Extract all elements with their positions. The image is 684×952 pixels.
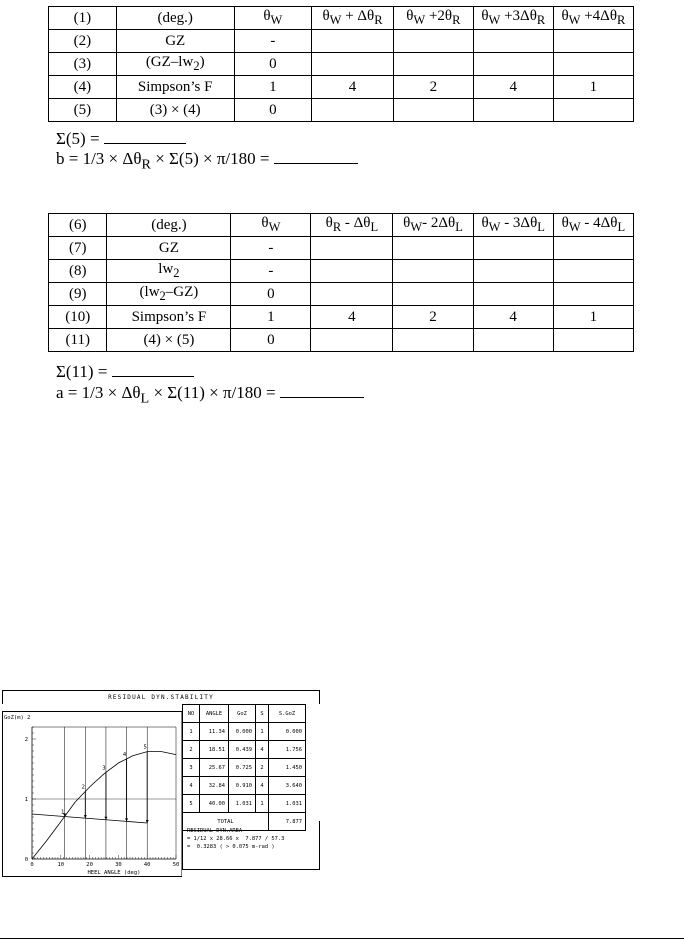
residual-area-note xyxy=(182,821,320,870)
table2-cell: 1 xyxy=(231,306,311,329)
table1-cell: Simpson’s F xyxy=(116,76,234,99)
stability-row xyxy=(183,723,306,741)
table1-cell: - xyxy=(234,30,312,53)
table2-cell: 4 xyxy=(311,306,393,329)
table2-cell: Simpson’s F xyxy=(107,306,231,329)
table2-cell: $\theta_W-$ $2\Delta\theta_L$ xyxy=(393,214,473,237)
x-tick-label: 30 xyxy=(115,862,122,868)
stability-row xyxy=(183,795,306,813)
table1-cell: 2 xyxy=(393,76,473,99)
stability-cell: 1.756 xyxy=(269,741,306,759)
stability-cell: 1.031 xyxy=(269,795,306,813)
stability-cell: 4 xyxy=(183,777,200,795)
stability-cell: 32.84 xyxy=(200,777,229,795)
table2-cell: (11) xyxy=(49,329,107,352)
stability-cell: 1 xyxy=(183,723,200,741)
stability-cell: 2 xyxy=(256,759,269,777)
table2-cell xyxy=(473,329,553,352)
stability-cell: 1 xyxy=(256,795,269,813)
stability-cell: 2 xyxy=(183,741,200,759)
stability-cell: S.GoZ xyxy=(269,705,306,723)
table2-cell: (10) xyxy=(49,306,107,329)
y-tick-label: 1 xyxy=(24,797,28,803)
table2-cell: 1 xyxy=(553,306,633,329)
heel-angle-plot xyxy=(2,704,182,884)
x-tick-label: 40 xyxy=(143,862,151,868)
stability-cell: 7.877 xyxy=(269,813,306,831)
stability-cell: 3 xyxy=(183,759,200,777)
point-label: 1 xyxy=(61,809,65,816)
table2-cell xyxy=(393,237,473,260)
y-tick-label: 2 xyxy=(24,737,28,743)
table1-cell: 0 xyxy=(234,99,312,122)
table2-cell xyxy=(553,283,633,306)
x-tick-label: 10 xyxy=(57,862,65,868)
point-label: 2 xyxy=(81,784,85,791)
table2-row xyxy=(49,214,634,237)
table1-cell: (deg.) xyxy=(116,7,234,30)
table1-row xyxy=(49,76,634,99)
table2-cell xyxy=(393,283,473,306)
area-line-3: = 0.3283 ( > 0.075 m-rad ) xyxy=(187,844,275,850)
table2-cell xyxy=(553,260,633,283)
table2-cell: $(lw_2-GZ)$ xyxy=(107,283,231,306)
table2-cell xyxy=(311,283,393,306)
table2-row xyxy=(49,329,634,352)
table2-row xyxy=(49,237,634,260)
table1-cell: $\theta_W$ xyxy=(234,7,312,30)
residual-stability-figure xyxy=(2,690,320,876)
table1-cell xyxy=(393,99,473,122)
x-tick-label: 0 xyxy=(30,862,34,868)
stability-cell: 5 xyxy=(183,795,200,813)
table2-cell: $\theta_W$ xyxy=(231,214,311,237)
table2-cell xyxy=(473,237,553,260)
table2-cell xyxy=(311,237,393,260)
table1-cell: GZ xyxy=(116,30,234,53)
stability-cell: 1 xyxy=(256,723,269,741)
stability-cell: 40.00 xyxy=(200,795,229,813)
table1-cell: 1 xyxy=(234,76,312,99)
stability-cell: 3.640 xyxy=(269,777,306,795)
table2-cell: $\theta_W - 4\Delta\theta_L$ xyxy=(553,214,633,237)
x-tick-label: 20 xyxy=(86,862,93,868)
table1-cell: $(GZ-lw_2)$ xyxy=(116,53,234,76)
table1-cell xyxy=(312,53,394,76)
stability-cell: S xyxy=(256,705,269,723)
formula-a-line xyxy=(56,383,364,407)
y-axis-label: GoZ(m) 2 xyxy=(4,715,31,721)
table2-cell: $lw_2$ xyxy=(107,260,231,283)
table2-cell: (9) xyxy=(49,283,107,306)
figure-title: RESIDUAL DYN.STABILITY xyxy=(2,690,320,704)
table2-row xyxy=(49,283,634,306)
table1-cell xyxy=(473,53,553,76)
point-label: 4 xyxy=(122,751,127,758)
stability-cell: 1.450 xyxy=(269,759,306,777)
table2-cell: (deg.) xyxy=(107,214,231,237)
table2-cell: GZ xyxy=(107,237,231,260)
table1-cell: 1 xyxy=(553,76,633,99)
table1-cell: (1) xyxy=(49,7,117,30)
table2-cell xyxy=(311,329,393,352)
table2-cell: $\theta_W - 3\Delta\theta_L$ xyxy=(473,214,553,237)
table2-cell xyxy=(311,260,393,283)
stability-cell: 0.725 xyxy=(229,759,256,777)
table2-row xyxy=(49,306,634,329)
x-axis-label: HEEL ANGLE (deg) xyxy=(87,870,141,876)
table1-cell: 0 xyxy=(234,53,312,76)
sum-5-line xyxy=(56,129,186,149)
table2-cell: - xyxy=(231,237,311,260)
table-righting xyxy=(48,6,634,122)
table1-cell xyxy=(393,30,473,53)
stability-cell: TOTAL xyxy=(183,813,269,831)
stability-cell: 0.910 xyxy=(229,777,256,795)
area-line-2: = 1/12 x 28.66 x 7.877 / 57.3 xyxy=(187,836,285,842)
table1-cell xyxy=(393,53,473,76)
point-label: 5 xyxy=(143,744,147,751)
table1-cell xyxy=(553,53,633,76)
stability-cell: 25.67 xyxy=(200,759,229,777)
table1-cell: $\theta_W +3\Delta\theta_R$ xyxy=(473,7,553,30)
table1-cell: (3) xyxy=(49,53,117,76)
stability-cell: ANGLE xyxy=(200,705,229,723)
page-footer-rule xyxy=(0,938,684,939)
table1-cell xyxy=(473,30,553,53)
x-tick-label: 50 xyxy=(172,862,180,868)
stability-cell: 0.439 xyxy=(229,741,256,759)
table2-cell xyxy=(553,237,633,260)
table1-cell: $\theta_W +4\Delta\theta_R$ xyxy=(553,7,633,30)
table1-cell xyxy=(312,99,394,122)
table1-cell: 4 xyxy=(473,76,553,99)
table1-cell xyxy=(553,99,633,122)
table2-cell xyxy=(553,329,633,352)
stability-table xyxy=(182,704,306,831)
stability-cell: GoZ xyxy=(229,705,256,723)
table1-cell: (4) xyxy=(49,76,117,99)
table2-cell: 4 xyxy=(473,306,553,329)
table2-cell xyxy=(473,260,553,283)
table1-cell: 4 xyxy=(312,76,394,99)
area-line-1: RESIDUAL DYN.AREA xyxy=(187,828,243,834)
table1-cell: (5) xyxy=(49,99,117,122)
stability-cell: 1.031 xyxy=(229,795,256,813)
table1-cell xyxy=(473,99,553,122)
stability-cell: 18.51 xyxy=(200,741,229,759)
sum-11-label: Σ(11) = xyxy=(56,362,108,381)
table1-row xyxy=(49,99,634,122)
stability-cell: 11.34 xyxy=(200,723,229,741)
table2-cell xyxy=(473,283,553,306)
stability-cell: 4 xyxy=(256,741,269,759)
table2-cell: 0 xyxy=(231,329,311,352)
table2-cell xyxy=(393,260,473,283)
table1-row xyxy=(49,30,634,53)
table1-row xyxy=(49,7,634,30)
y-tick-label: 0 xyxy=(24,857,28,863)
table2-cell xyxy=(393,329,473,352)
table1-cell: (2) xyxy=(49,30,117,53)
formula-b: $b = 1/3 \times \Delta\theta_R \times \Sigma(5) \times \pi/180$ = xyxy=(56,149,270,173)
table2-cell: (7) xyxy=(49,237,107,260)
sum-11-line xyxy=(56,362,194,382)
stability-cell: 4 xyxy=(256,777,269,795)
table1-row xyxy=(49,53,634,76)
formula-a: $a = 1/3 \times \Delta\theta_L \times \Sigma(11) \times \pi/180$ = xyxy=(56,383,276,407)
stability-cell: 0.000 xyxy=(229,723,256,741)
table2-cell: (4) × (5) xyxy=(107,329,231,352)
table2-cell: 2 xyxy=(393,306,473,329)
formula-b-line xyxy=(56,149,358,173)
table2-cell: (8) xyxy=(49,260,107,283)
table2-cell: 0 xyxy=(231,283,311,306)
stability-row xyxy=(183,777,306,795)
table1-cell: $\theta_W +2\theta_R$ xyxy=(393,7,473,30)
stability-row xyxy=(183,759,306,777)
stability-cell: NO xyxy=(183,705,200,723)
stability-cell: 0.000 xyxy=(269,723,306,741)
sum-5-label: Σ(5) = xyxy=(56,129,100,148)
table1-cell: $\theta_W + \Delta\theta_R$ xyxy=(312,7,394,30)
table2-cell: - xyxy=(231,260,311,283)
table2-cell: $\theta_R - \Delta\theta_L$ xyxy=(311,214,393,237)
table2-cell: (6) xyxy=(49,214,107,237)
table1-cell xyxy=(312,30,394,53)
stability-header-row xyxy=(183,705,306,723)
table1-cell: (3) × (4) xyxy=(116,99,234,122)
lw2-line xyxy=(32,814,147,823)
stability-row xyxy=(183,741,306,759)
table1-cell xyxy=(553,30,633,53)
table-heeling xyxy=(48,213,634,352)
point-label: 3 xyxy=(102,765,106,772)
table2-row xyxy=(49,260,634,283)
